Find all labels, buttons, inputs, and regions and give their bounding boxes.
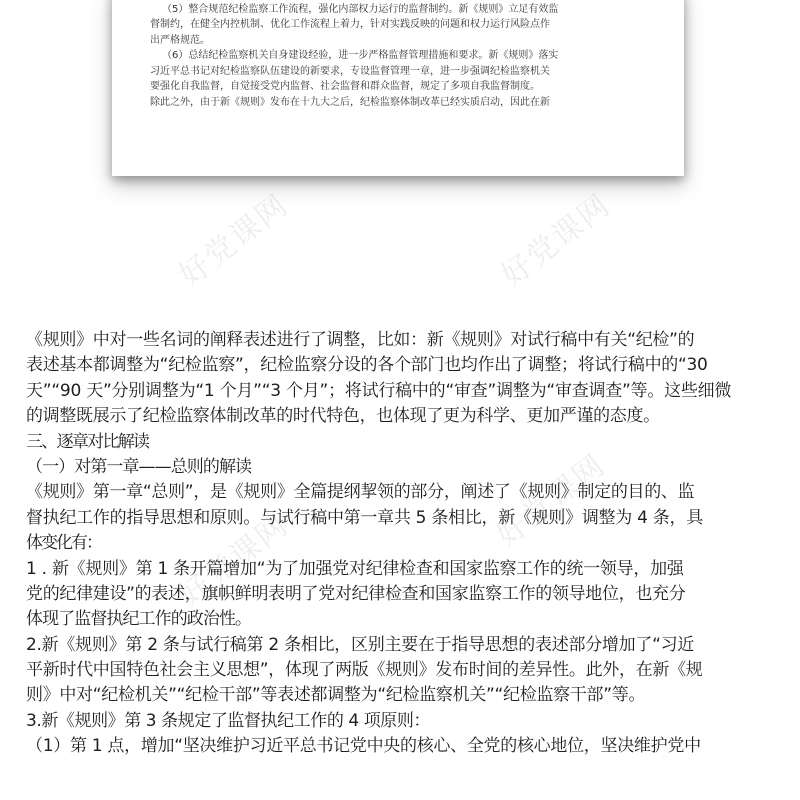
paragraph-line: 天”“90 天”分别调整为“1 个月”“3 个月”；将试行稿中的“审查”调整为“审查调查”等。这些细微 bbox=[26, 380, 732, 401]
preview-card bbox=[112, 0, 684, 176]
paragraph-line: 督执纪工作的指导思想和原则。与试行稿中第一章共 5 条相比，新《规则》调整为 4 条，具 bbox=[26, 507, 703, 528]
preview-line: 要强化自我监督，自觉接受党内监督、社会监督和群众监督，规定了多项自我监督制度。 bbox=[150, 81, 540, 92]
preview-line: （5）整合规范纪检监察工作流程，强化内部权力运行的监督制约。新《规则》立足有效监 bbox=[162, 3, 559, 15]
list-item-line: 1 . 新《规则》第 1 条开篇增加“为了加强党对纪律检查和国家监察工作的统一领导，加强 bbox=[26, 558, 684, 579]
preview-text bbox=[150, 0, 670, 110]
watermark: 好党课网 bbox=[172, 187, 296, 294]
list-item-line: 2.新《规则》第 2 条与试行稿第 2 条相比，区别主要在于指导思想的表述部分增加了“习近 bbox=[26, 634, 695, 655]
paragraph-line: 平新时代中国特色社会主义思想”，体现了两版《规则》发布时间的差异性。此外，在新《规 bbox=[26, 660, 703, 681]
preview-line: 督制约，在健全内控机制、优化工作流程上着力，针对实践反映的问题和权力运行风险点作 bbox=[150, 19, 550, 30]
list-item-line: （1）第 1 点，增加“坚决维护习近平总书记党中央的核心、全党的核心地位，坚决维护党中 bbox=[26, 736, 701, 757]
paragraph-line: 的调整既展示了纪检监察体制改革的时代特色，也体现了更为科学、更加严谨的态度。 bbox=[26, 406, 660, 427]
list-item-line: 3.新《规则》第 3 条规定了监督执纪工作的 4 项原则： bbox=[26, 710, 430, 731]
paragraph-line: 《规则》中对一些名词的阐释表述进行了调整，比如：新《规则》对试行稿中有关“纪检”的 bbox=[26, 330, 695, 350]
subsection-heading: （一）对第一章——总则的解读 bbox=[26, 456, 252, 477]
paragraph-line: 体变化有： bbox=[26, 533, 101, 554]
preview-line: 习近平总书记对纪检监察队伍建设的新要求，专设监督管理一章，进一步强调纪检监察机关 bbox=[150, 65, 550, 77]
watermark: 好党课网 bbox=[172, 507, 296, 614]
preview-line: （6）总结纪检监察机关自身建设经验，进一步严格监督管理措施和要求。新《规则》落实 bbox=[162, 50, 559, 61]
paragraph-line: 《规则》第一章“总则”，是《规则》全篇提纲挈领的部分，阐述了《规则》制定的目的、监 bbox=[26, 482, 695, 503]
preview-line: 除此之外，由于新《规则》发布在十九大之后，纪检监察体制改革已经实质启动，因此在新 bbox=[150, 96, 550, 108]
watermark: 好党课网 bbox=[489, 447, 613, 554]
document-body bbox=[26, 328, 786, 760]
paragraph-line: 则》中对“纪检机关”“纪检干部”等表述都调整为“纪检监察机关”“纪检监察干部”等。 bbox=[26, 685, 646, 706]
preview-line: 出严格规范。 bbox=[150, 34, 210, 46]
paragraph-line: 体现了监督执纪工作的政治性。 bbox=[26, 609, 252, 630]
paragraph-line: 党的纪律建设”的表述，旗帜鲜明表明了党对纪律检查和国家监察工作的领导地位，也充分 bbox=[26, 583, 686, 604]
section-heading: 三、逐章对比解读 bbox=[26, 431, 149, 452]
watermark: 好党课网 bbox=[494, 187, 618, 294]
paragraph-line: 表述基本都调整为“纪检监察”，纪检监察分设的各个部门也均作出了调整；将试行稿中的“30 bbox=[26, 355, 708, 376]
